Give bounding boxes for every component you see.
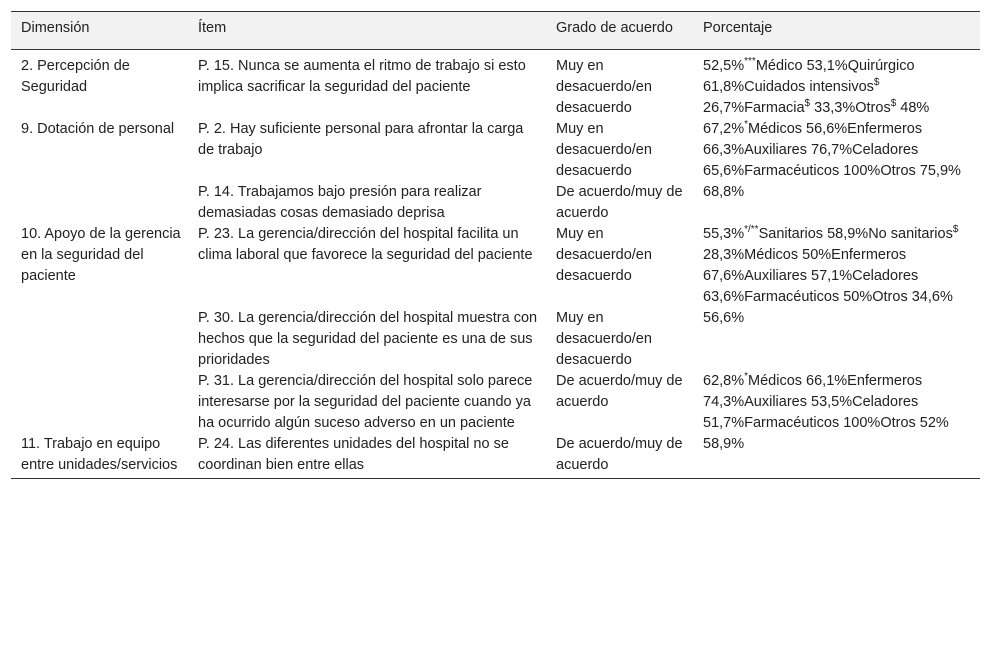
percentage-text: 55,3% [703,226,745,242]
cell-dimension [11,182,188,224]
cell-item: P. 24. Las diferentes unidades del hospital no se coordinan bien entre ellas [198,436,509,473]
table-row [11,371,980,434]
significance-marker: $ [804,98,811,109]
table-row [11,224,980,308]
percentage-text: 26,7%Farmacia [703,100,805,116]
cell-percentage [693,434,980,479]
percentage-text: 68,8% [703,184,745,200]
cell-item: P. 23. La gerencia/dirección del hospital facilita un clima laboral que favorece la seguridad del paciente [198,226,533,263]
cell-agreement: De acuerdo/muy de acuerdo [556,373,683,410]
percentage-text: Médicos 66,1%Enfermeros 74,3%Auxiliares 53,5%Celadores 51,7%Farmacéuticos 100%Otros 52% [703,373,949,431]
table-row [11,50,980,120]
percentage-text: Sanitarios 58,9%No sanitarios [758,226,953,242]
cell-item: P. 30. La gerencia/dirección del hospital muestra con hechos que la seguridad del paciente es una de sus prioridades [198,310,538,368]
header-item: Ítem [198,20,227,36]
cell-agreement: De acuerdo/muy de acuerdo [556,436,683,473]
cell-dimension: 11. Trabajo en equipo entre unidades/servicios [21,436,178,473]
table-header [11,12,980,50]
significance-marker: */** [744,224,759,235]
percentage-text: Médico 53,1%Quirúrgico 61,8%Cuidados intensivos [703,58,915,95]
percentage-text: 56,6% [703,310,745,326]
table-row [11,119,980,182]
cell-percentage [693,224,980,308]
cell-agreement: Muy en desacuerdo/en desacuerdo [556,121,652,179]
cell-agreement: Muy en desacuerdo/en desacuerdo [556,58,652,116]
cell-percentage [693,182,980,224]
percentage-text: 33,3%Otros [810,100,891,116]
cell-dimension: 2. Percepción de Seguridad [21,58,130,95]
header-percentage: Porcentaje [703,20,773,36]
percentage-text: 52,5% [703,58,745,74]
percentage-text: 48% [896,100,930,116]
significance-marker: $ [952,224,959,235]
cell-agreement: De acuerdo/muy de acuerdo [556,184,683,221]
percentage-text: 62,8% [703,373,745,389]
significance-marker: $ [890,98,897,109]
cell-percentage [693,50,980,120]
header-dimension: Dimensión [21,20,90,36]
data-table [11,11,980,479]
cell-item: P. 2. Hay suficiente personal para afrontar la carga de trabajo [198,121,524,158]
header-agreement: Grado de acuerdo [556,20,673,36]
cell-percentage [693,119,980,182]
cell-dimension: 10. Apoyo de la gerencia en la seguridad del paciente [21,226,181,284]
cell-agreement: Muy en desacuerdo/en desacuerdo [556,310,652,368]
table-row [11,308,980,371]
significance-marker: *** [744,56,756,67]
cell-agreement: Muy en desacuerdo/en desacuerdo [556,226,652,284]
percentage-text: 28,3%Médicos 50%Enfermeros 67,6%Auxiliares 57,1%Celadores 63,6%Farmacéuticos 50%Otros 34,6% [703,247,953,305]
header-row [11,12,980,50]
cell-percentage [693,371,980,434]
cell-item: P. 15. Nunca se aumenta el ritmo de trabajo si esto implica sacrificar la seguridad del paciente [198,58,526,95]
percentage-text: Médicos 56,6%Enfermeros 66,3%Auxiliares 76,7%Celadores 65,6%Farmacéuticos 100%Otros 75,9% [703,121,961,179]
table-row [11,182,980,224]
cell-percentage [693,308,980,371]
cell-item: P. 31. La gerencia/dirección del hospital solo parece interesarse por la seguridad del paciente cuando ya ha ocurrido algún suceso adverso en un paciente [198,373,533,431]
percentage-text: 67,2% [703,121,745,137]
cell-dimension: 9. Dotación de personal [21,121,175,137]
cell-dimension [11,371,188,434]
significance-marker: $ [873,77,880,88]
cell-dimension [11,308,188,371]
percentage-text: 58,9% [703,436,745,452]
table-row [11,434,980,479]
significance-marker: * [744,371,749,382]
cell-item: P. 14. Trabajamos bajo presión para realizar demasiadas cosas demasiado deprisa [198,184,482,221]
table-body [11,50,980,479]
significance-marker: * [744,119,749,130]
